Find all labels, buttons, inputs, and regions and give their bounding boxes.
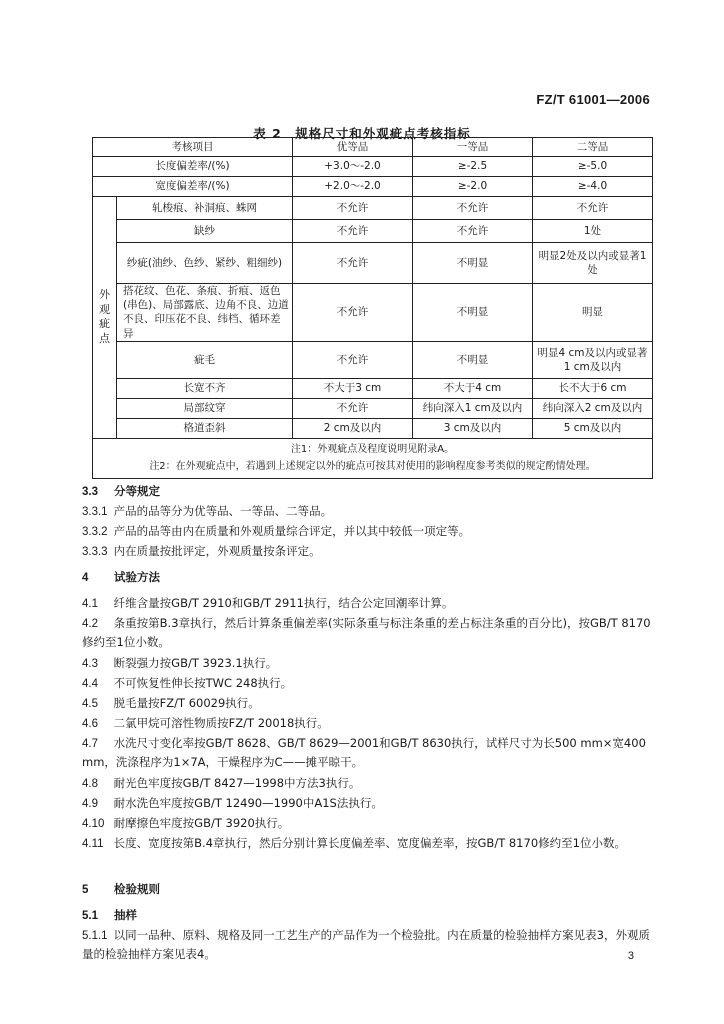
header-cell: 优等品 xyxy=(293,138,413,157)
table-cell: 纱疵(油纱、色纱、紧纱、粗细纱) xyxy=(117,243,293,284)
table-cell: 不允许 xyxy=(293,341,413,378)
table-title: 表 2 规格尺寸和外观疵点考核指标 xyxy=(253,126,471,141)
header-cell: 考核项目 xyxy=(93,138,293,157)
clause: 5.1.1 以同一品种、原料、规格及同一工艺生产的产品作为一个检验批。内在质量的检验抽样方案见表3，外观质量的检验抽样方案见表4。 xyxy=(82,928,650,962)
table-row xyxy=(93,341,653,378)
table-cell: 搭花纹、色花、条痕、折痕、返色(串色)、局部露底、边角不良、边道不良、印压花不良、纬档、循环差异 xyxy=(117,284,293,342)
table-row xyxy=(93,197,653,220)
section-heading: 3.3 分等规定 xyxy=(82,484,161,498)
table-note: 注2：在外观疵点中，若遇到上述规定以外的疵点可按其对使用的影响程度参考类似的规定酌情处理。 xyxy=(149,461,596,473)
header-cell: 一等品 xyxy=(413,138,533,157)
table-cell: 不允许 xyxy=(293,284,413,342)
table-cell: 明显4 cm及以内或显著1 cm及以内 xyxy=(533,341,653,378)
table-cell: +3.0～-2.0 xyxy=(293,157,413,177)
table-cell: 宽度偏差率/(%) xyxy=(93,177,293,197)
clause: 3.3.1 产品的品等分为优等品、一等品、二等品。 xyxy=(82,504,333,518)
table-cell: 2 cm及以内 xyxy=(293,418,413,438)
table-cell: ≥-2.5 xyxy=(413,157,533,177)
notes-cell xyxy=(93,438,653,478)
table-note: 注1：外观疵点及程度说明见附录A。 xyxy=(290,443,455,455)
table-cell: 疵毛 xyxy=(117,341,293,378)
clause: 4.3 断裂强力按GB/T 3923.1执行。 xyxy=(82,656,278,670)
table-cell: 局部纹穿 xyxy=(117,398,293,418)
clause: 4.4 不可恢复性伸长按TWC 248执行。 xyxy=(82,676,293,690)
table-cell: 长宽不齐 xyxy=(117,378,293,398)
table-row xyxy=(93,378,653,398)
table-row xyxy=(93,418,653,438)
section-heading: 4 试验方法 xyxy=(82,570,161,584)
table-cell: 不明显 xyxy=(413,284,533,342)
table-cell: 明显 xyxy=(533,284,653,342)
clause: 4.6 二氯甲烷可溶性物质按FZ/T 20018执行。 xyxy=(82,716,329,730)
section-heading: 5.1 抽样 xyxy=(82,908,138,922)
clause: 4.10 耐摩擦色牢度按GB/T 3920执行。 xyxy=(82,816,290,830)
table-cell: 不允许 xyxy=(293,197,413,220)
table-cell: 不允许 xyxy=(413,197,533,220)
table-cell: 缺纱 xyxy=(117,220,293,243)
table-row xyxy=(93,398,653,418)
table-cell: 不允许 xyxy=(293,243,413,284)
table-header-row xyxy=(93,138,653,157)
table-cell: 1处 xyxy=(533,220,653,243)
standard-code: FZ/T 61001—2006 xyxy=(536,92,650,107)
page-number: 3 xyxy=(627,950,634,962)
table-cell: 不大于3 cm xyxy=(293,378,413,398)
table-row xyxy=(93,220,653,243)
table-cell: ≥-4.0 xyxy=(533,177,653,197)
table-cell: 长不大于6 cm xyxy=(533,378,653,398)
clause: 4.5 脱毛量按FZ/T 60029执行。 xyxy=(82,696,260,710)
table-row xyxy=(93,243,653,284)
table-row xyxy=(93,157,653,177)
table-cell: 不允许 xyxy=(293,398,413,418)
section-heading: 5 检验规则 xyxy=(82,882,161,896)
clause: 4.2 条重按第B.3章执行，然后计算条重偏差率(实际条重与标注条重的差占标注条重的百分比)，按GB/T 8170修约至1位小数。 xyxy=(82,616,651,650)
clause: 4.9 耐水洗色牢度按GB/T 12490—1990中A1S法执行。 xyxy=(82,796,383,810)
table-cell: 轧梭痕、补洞痕、蛛网 xyxy=(117,197,293,220)
clause: 4.8 耐光色牢度按GB/T 8427—1998中方法3执行。 xyxy=(82,776,361,790)
clause: 4.11 长度、宽度按第B.4章执行，然后分别计算长度偏差率、宽度偏差率，按GB/T 8170修约至1位小数。 xyxy=(82,836,626,850)
table-cell: 不允许 xyxy=(533,197,653,220)
table-cell: 不明显 xyxy=(413,341,533,378)
table-cell: 明显2处及以内或显著1处 xyxy=(533,243,653,284)
clause: 4.1 纤维含量按GB/T 2910和GB/T 2911执行，结合公定回潮率计算。 xyxy=(82,596,454,610)
spec-table xyxy=(92,137,653,479)
table-cell: +2.0～-2.0 xyxy=(293,177,413,197)
clause: 3.3.2 产品的品等由内在质量和外观质量综合评定，并以其中较低一项定等。 xyxy=(82,524,471,538)
table-cell: 不允许 xyxy=(413,220,533,243)
clause: 3.3.3 内在质量按批评定，外观质量按条评定。 xyxy=(82,544,321,558)
table-cell: 不明显 xyxy=(413,243,533,284)
table-cell: 纬向深入1 cm及以内 xyxy=(413,398,533,418)
table-cell: 长度偏差率/(%) xyxy=(93,157,293,177)
table-cell: ≥-2.0 xyxy=(413,177,533,197)
table-row xyxy=(93,177,653,197)
table-cell: ≥-5.0 xyxy=(533,157,653,177)
table-cell: 5 cm及以内 xyxy=(533,418,653,438)
table-cell: 格道歪斜 xyxy=(117,418,293,438)
clause: 4.7 水洗尺寸变化率按GB/T 8628、GB/T 8629—2001和GB/T 8630执行，试样尺寸为长500 mm×宽400 mm，洗涤程序为1×7A，干燥程序为C——摊平晾干。 xyxy=(82,736,646,770)
table-cell: 3 cm及以内 xyxy=(413,418,533,438)
group-label: 外 观 疵 点 xyxy=(99,287,110,346)
header-cell: 二等品 xyxy=(533,138,653,157)
table-notes-row xyxy=(93,438,653,478)
table-cell: 不允许 xyxy=(293,220,413,243)
table-row xyxy=(93,284,653,342)
table-cell: 不大于4 cm xyxy=(413,378,533,398)
table-cell: 纬向深入2 cm及以内 xyxy=(533,398,653,418)
group-label-cell xyxy=(93,197,117,439)
